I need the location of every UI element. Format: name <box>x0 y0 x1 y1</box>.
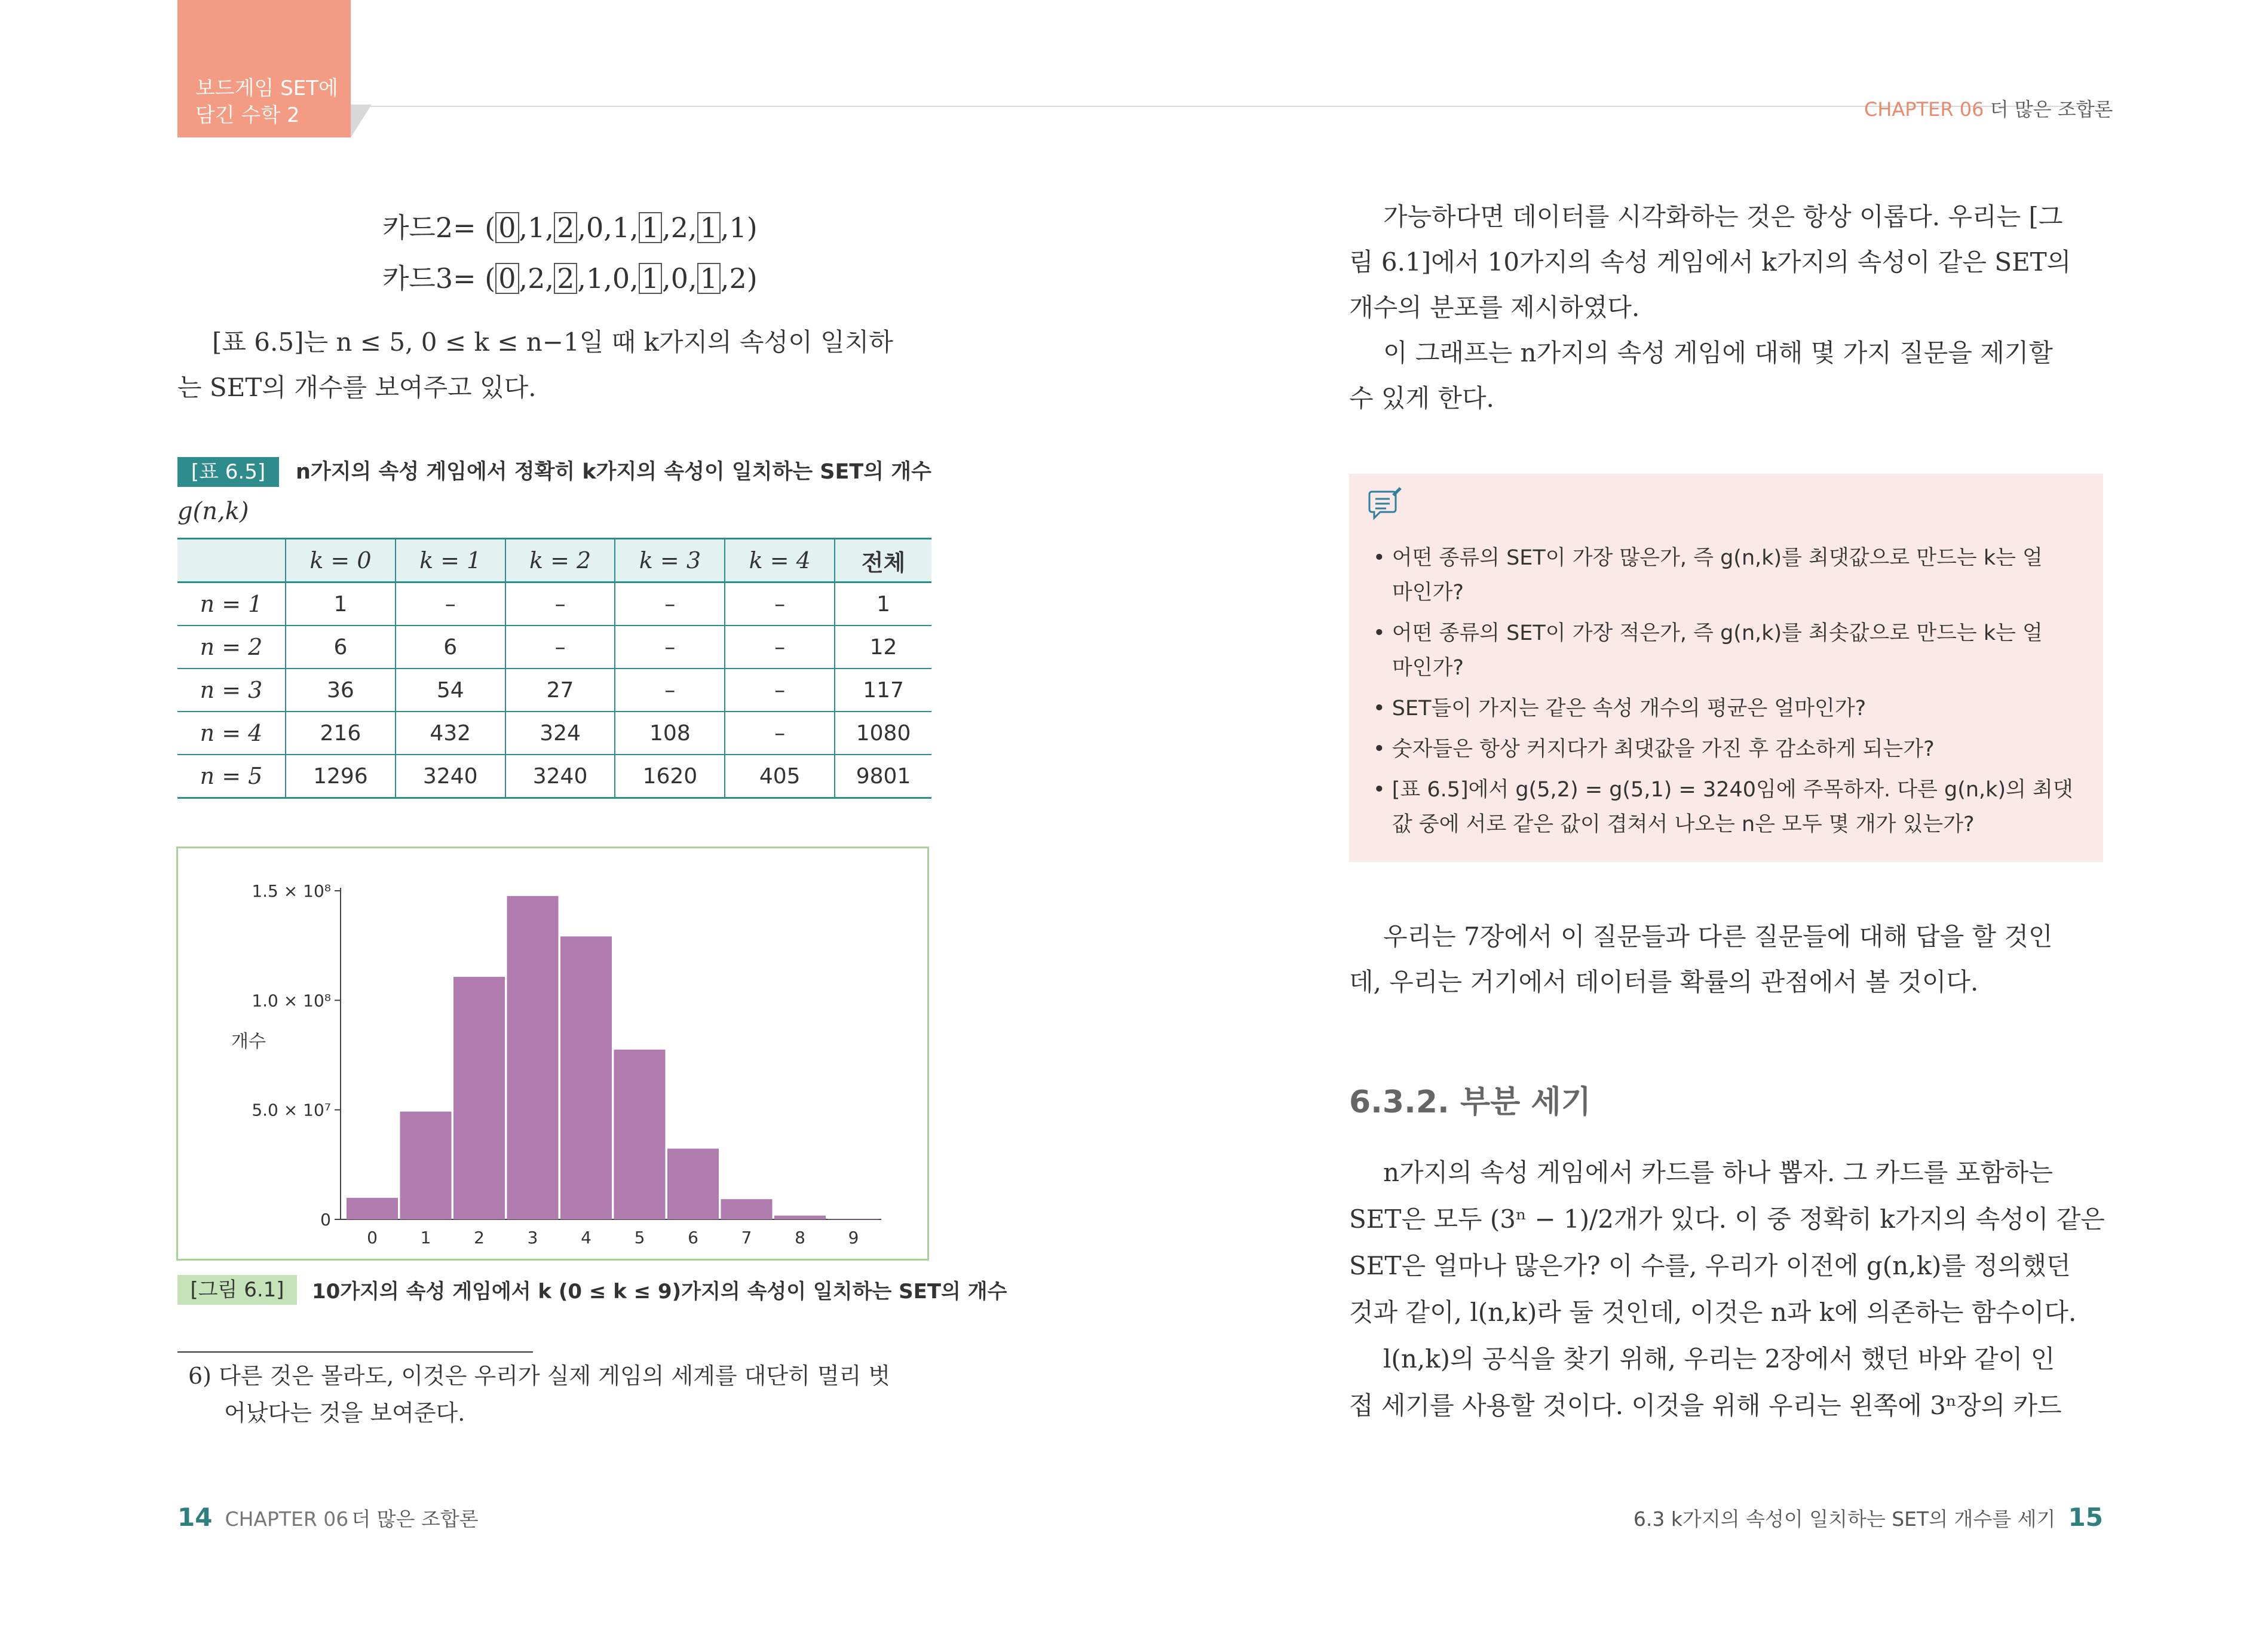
bar <box>721 1199 773 1219</box>
table-caption-function: g(n,k) <box>177 498 249 525</box>
card-attribute-value: 0 <box>495 263 519 294</box>
right-p4-line4: 것과 같이, l(n,k)라 둘 것인데, 이것은 n과 k에 의존하는 함수이다. <box>1349 1298 2077 1327</box>
question-line: • 숫자들은 항상 커지다가 최댓값을 가진 후 감소하게 되는가? <box>1373 737 1935 761</box>
y-tick-label: 1.0 × 10⁸ <box>252 991 331 1011</box>
bar <box>667 1149 719 1219</box>
intro-line2: 는 SET의 개수를 보여주고 있다. <box>177 373 537 402</box>
footer-section-title: 6.3 k가지의 속성이 일치하는 SET의 개수를 세기 <box>1633 1507 2056 1531</box>
card3-label: 카드3 <box>382 262 453 295</box>
question-line: 마인가? <box>1392 581 1464 605</box>
question-item <box>1373 616 2090 685</box>
questions-list <box>1373 541 2090 848</box>
footnote <box>188 1357 935 1431</box>
card-attribute-value: 1 <box>697 212 721 243</box>
right-p1-line1: 가능하다면 데이터를 시각화하는 것은 항상 이롭다. 우리는 [그 <box>1383 202 2063 231</box>
table-row <box>177 712 931 755</box>
table-corner-cell <box>177 539 286 582</box>
x-tick-label: 4 <box>581 1228 591 1247</box>
footnote-line2: 어났다는 것을 보여준다. <box>224 1400 465 1426</box>
section-heading: 6.3.2. 부분 세기 <box>1349 1084 1591 1120</box>
question-line: • 어떤 종류의 SET이 가장 적은가, 즉 g(n,k)를 최솟값으로 만드는 k는 얼 <box>1373 621 2043 645</box>
table-cell: 6 <box>286 626 396 669</box>
chapter-title: 더 많은 조합론 <box>1990 98 2113 121</box>
question-line: • [표 6.5]에서 g(5,2) = g(5,1) = 3240임에 주목하자. 다른 g(n,k)의 최댓 <box>1373 778 2073 802</box>
table-cell: 1 <box>286 582 396 626</box>
x-tick-label: 3 <box>527 1228 538 1247</box>
card-attribute-value: 0 <box>586 211 604 244</box>
question-line: • SET들이 가지는 같은 속성 개수의 평균은 얼마인가? <box>1373 697 1866 721</box>
card3-values: 0 ,2, 2 ,1,0, 1 ,0, 1 ,2 <box>495 262 747 295</box>
bar <box>774 1216 826 1219</box>
table-cell: 432 <box>396 712 505 755</box>
right-p2-line2: 수 있게 한다. <box>1349 384 1494 413</box>
card2-values: 0 ,1, 2 ,0,1, 1 ,2, 1 ,1 <box>495 211 747 244</box>
card-attribute-value: 2 <box>554 263 577 294</box>
column-header-total: 전체 <box>835 539 931 582</box>
right-p4-line6: 접 세기를 사용할 것이다. 이것을 위해 우리는 왼쪽에 3ⁿ장의 카드 <box>1349 1391 2062 1420</box>
card-attribute-value: 1 <box>729 211 747 244</box>
footer-chapter-title: 더 많은 조합론 <box>351 1507 479 1531</box>
x-tick-label: 9 <box>848 1228 859 1247</box>
right-p4-line5: l(n,k)의 공식을 찾기 위해, 우리는 2장에서 했던 바와 같이 인 <box>1383 1344 2055 1374</box>
bar <box>507 896 559 1219</box>
bar <box>347 1198 398 1219</box>
table-cell: – <box>725 712 835 755</box>
question-item <box>1373 772 2090 842</box>
bar <box>560 936 612 1219</box>
bar <box>614 1050 666 1219</box>
running-header <box>1864 94 2113 122</box>
card-attribute-value: 1 <box>639 263 662 294</box>
table-cell: 12 <box>835 626 931 669</box>
question-item <box>1373 541 2090 610</box>
table-cell: – <box>505 582 615 626</box>
row-header: n = 3 <box>200 677 263 703</box>
table-cell: – <box>725 626 835 669</box>
table-cell: 1296 <box>286 755 396 798</box>
page-number-left: 14 <box>177 1503 213 1532</box>
card-attribute-value: 2 <box>528 262 545 295</box>
table-caption: n가지의 속성 게임에서 정확히 k가지의 속성이 일치하는 SET의 개수 <box>296 460 931 484</box>
table-cell: 27 <box>505 669 615 712</box>
card-attribute-value: 1 <box>586 262 604 295</box>
card3-formula: 카드3= ( 0 ,2, 2 ,1,0, 1 ,0, 1 ,2) <box>382 262 758 295</box>
row-header: n = 1 <box>200 591 263 617</box>
table-cell: 108 <box>615 712 725 755</box>
table-cell: 9801 <box>835 755 931 798</box>
y-axis-label: 개수 <box>231 1031 266 1052</box>
table-row <box>177 582 931 626</box>
table-cell: 1 <box>835 582 931 626</box>
right-p4-line1: n가지의 속성 게임에서 카드를 하나 뽑자. 그 카드를 포함하는 <box>1383 1158 2053 1187</box>
figure-caption: 10가지의 속성 게임에서 k (0 ≤ k ≤ 9)가지의 속성이 일치하는 SET의 개수 <box>312 1280 1007 1304</box>
x-tick-label: 2 <box>474 1228 485 1247</box>
card-attribute-value: 2 <box>670 211 688 244</box>
table-cell: – <box>505 626 615 669</box>
y-tick-label: 0 <box>320 1210 331 1230</box>
header-fold-decoration <box>351 105 372 137</box>
header-rule <box>351 106 2101 107</box>
right-p4-line2: SET은 모두 (3ⁿ − 1)/2개가 있다. 이 중 정확히 k가지의 속성이 같은 <box>1349 1204 2105 1234</box>
table-cell: 1620 <box>615 755 725 798</box>
table-cell: 6 <box>396 626 505 669</box>
table-cell: 54 <box>396 669 505 712</box>
card2-label: 카드2 <box>382 211 453 244</box>
table-cell: – <box>396 582 505 626</box>
table-cell: 1080 <box>835 712 931 755</box>
question-item <box>1373 691 2090 726</box>
column-header: k = 1 <box>396 539 505 582</box>
column-header: k = 4 <box>725 539 835 582</box>
table-cell: – <box>725 582 835 626</box>
row-header: n = 4 <box>200 720 263 746</box>
page-number-right: 15 <box>2068 1503 2103 1532</box>
question-line: 마인가? <box>1392 656 1464 680</box>
right-p1-line2: 림 6.1]에서 10가지의 속성 게임에서 k가지의 속성이 같은 SET의 <box>1349 247 2071 277</box>
right-p2-line1: 이 그래프는 n가지의 속성 게임에 대해 몇 가지 질문을 제기할 <box>1383 338 2053 367</box>
table-row <box>177 669 931 712</box>
right-p3-line1: 우리는 7장에서 이 질문들과 다른 질문들에 대해 답을 할 것인 <box>1383 922 2053 951</box>
card-attribute-value: 1 <box>697 263 721 294</box>
question-line: • 어떤 종류의 SET이 가장 많은가, 즉 g(n,k)를 최댓값으로 만드는 k는 얼 <box>1373 546 2043 570</box>
right-p1-line3: 개수의 분포를 제시하였다. <box>1349 293 1640 322</box>
x-tick-label: 0 <box>367 1228 378 1247</box>
table-cell: – <box>725 669 835 712</box>
table-cell: – <box>615 582 725 626</box>
intro-line1: [표 6.5]는 n ≤ 5, 0 ≤ k ≤ n−1일 때 k가지의 속성이 일치하 <box>212 327 893 357</box>
book-title-tab <box>177 0 351 137</box>
table-cell: 117 <box>835 669 931 712</box>
left-footer <box>177 1503 479 1532</box>
table-cell: 36 <box>286 669 396 712</box>
card2-formula: 카드2= ( 0 ,1, 2 ,0,1, 1 ,2, 1 ,1) <box>382 211 758 244</box>
set-count-table <box>177 538 931 799</box>
table-cell: – <box>615 626 725 669</box>
table-cell: – <box>615 669 725 712</box>
book-title-line1: 보드게임 SET에 <box>195 76 338 100</box>
table-row <box>177 626 931 669</box>
card-attribute-value: 0 <box>670 262 688 295</box>
table-header-row <box>177 539 931 582</box>
column-header: k = 2 <box>505 539 615 582</box>
bar <box>453 977 505 1219</box>
x-tick-label: 1 <box>420 1228 431 1247</box>
card-attribute-value: 0 <box>612 262 630 295</box>
card-attribute-value: 2 <box>554 212 577 243</box>
question-item <box>1373 732 2090 767</box>
card-attribute-value: 2 <box>729 262 747 295</box>
chapter-number: CHAPTER 06 <box>1864 98 1984 121</box>
x-tick-label: 8 <box>795 1228 805 1247</box>
bar <box>400 1112 452 1219</box>
table-cell: 405 <box>725 755 835 798</box>
book-title-line2: 담긴 수학 2 <box>195 103 300 127</box>
right-p3-line2: 데, 우리는 거기에서 데이터를 확률의 관점에서 볼 것이다. <box>1349 967 1979 997</box>
column-header: k = 0 <box>286 539 396 582</box>
x-tick-label: 7 <box>741 1228 752 1247</box>
bar-chart <box>176 847 929 1261</box>
row-header: n = 5 <box>200 763 263 789</box>
card-attribute-value: 1 <box>612 211 630 244</box>
row-header: n = 2 <box>200 634 263 660</box>
note-pencil-icon <box>1368 487 1404 525</box>
figure-label: [그림 6.1] <box>177 1275 297 1305</box>
table-label: [표 6.5] <box>177 457 279 487</box>
question-line: 값 중에 서로 같은 값이 겹쳐서 나오는 n은 모두 몇 개가 있는가? <box>1392 813 1975 836</box>
footnote-rule <box>177 1351 533 1353</box>
footnote-line1: 6) 다른 것은 몰라도, 이것은 우리가 실제 게임의 세계를 대단히 멀리 벗 <box>188 1363 891 1389</box>
table-cell: 324 <box>505 712 615 755</box>
column-header: k = 3 <box>615 539 725 582</box>
table-cell: 3240 <box>396 755 505 798</box>
table-cell: 3240 <box>505 755 615 798</box>
table-cell: 216 <box>286 712 396 755</box>
right-footer <box>1633 1503 2103 1532</box>
card-attribute-value: 0 <box>495 212 519 243</box>
right-p4-line3: SET은 얼마나 많은가? 이 수를, 우리가 이전에 g(n,k)를 정의했던 <box>1349 1251 2071 1280</box>
card-attribute-value: 1 <box>528 211 545 244</box>
x-tick-label: 5 <box>634 1228 645 1247</box>
y-tick-label: 5.0 × 10⁷ <box>252 1100 331 1120</box>
card-attribute-value: 1 <box>639 212 662 243</box>
y-tick-label: 1.5 × 10⁸ <box>252 881 331 901</box>
footer-chapter-number: CHAPTER 06 <box>225 1507 349 1531</box>
x-tick-label: 6 <box>688 1228 698 1247</box>
table-row <box>177 755 931 798</box>
